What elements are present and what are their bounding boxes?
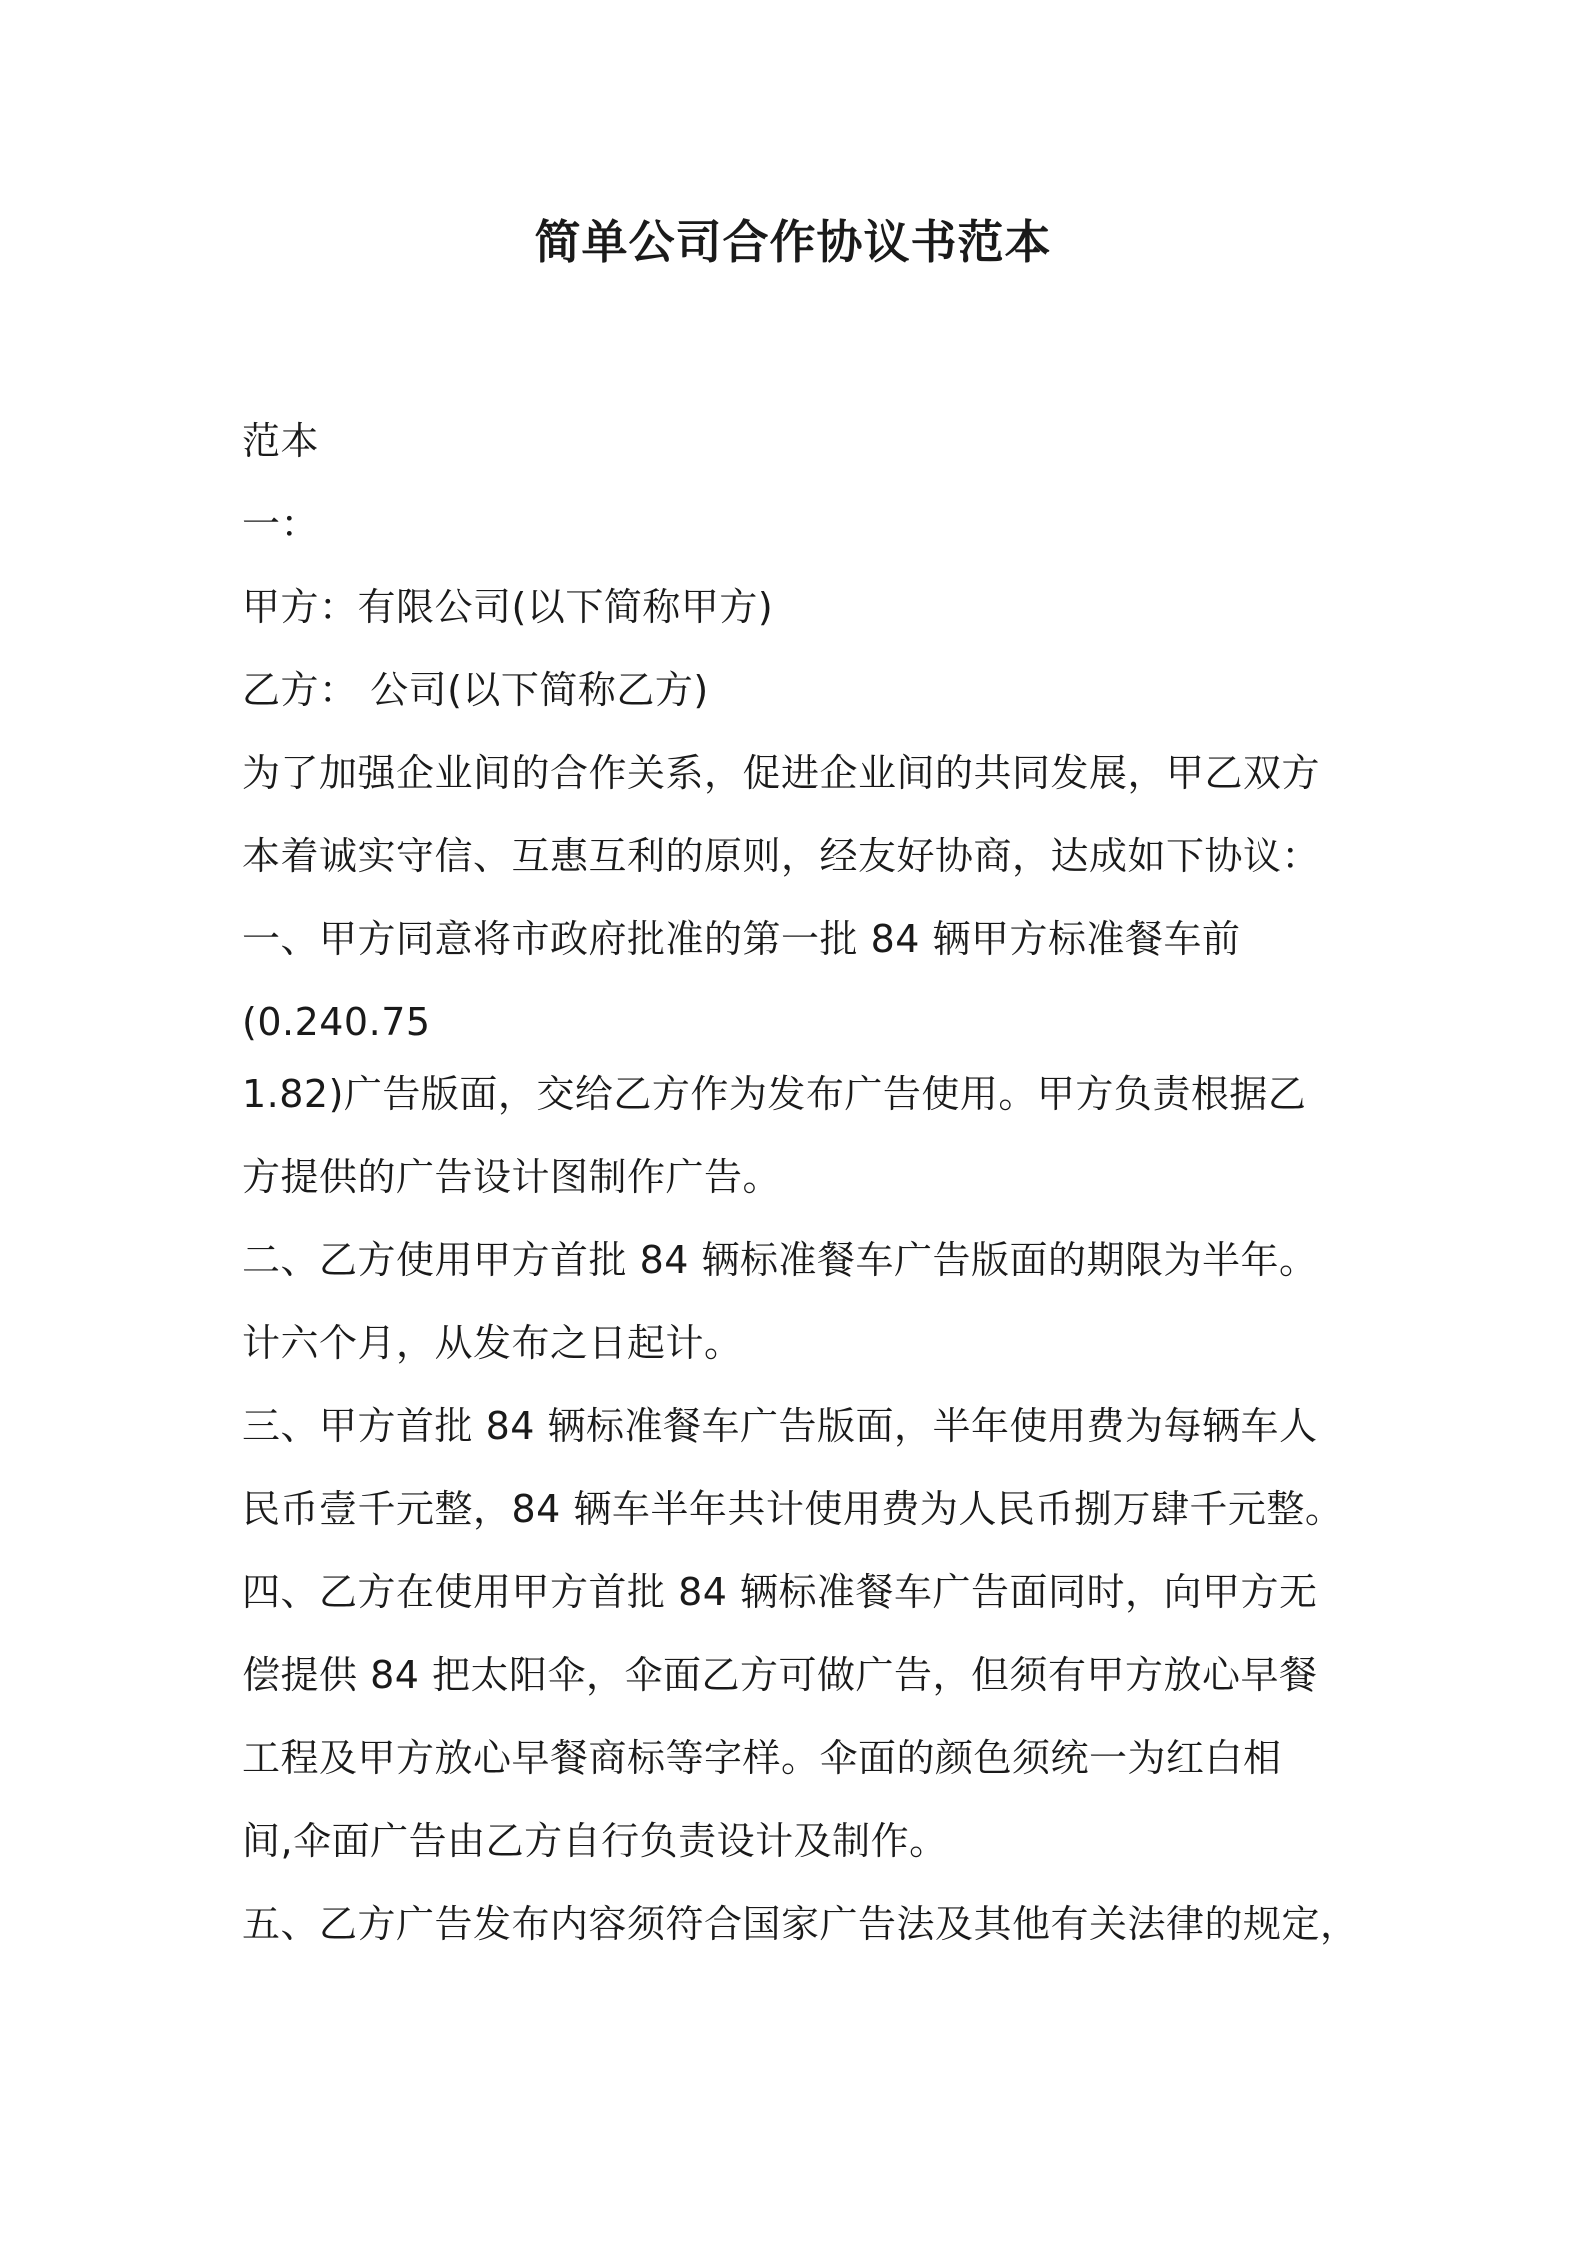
body-line: 方提供的广告设计图制作广告。 [242, 1155, 782, 1199]
body-line: 三、甲方首批 84 辆标准餐车广告版面，半年使用费为每辆车人 [242, 1404, 1318, 1448]
document-body [242, 400, 1382, 1966]
body-line: 五、乙方广告发布内容须符合国家广告法及其他有关法律的规定， [242, 1902, 1359, 1946]
body-line: 为了加强企业间的合作关系，促进企业间的共同发展，甲乙双方 [242, 751, 1321, 795]
body-line: 计六个月，从发布之日起计。 [242, 1321, 743, 1365]
body-line: 甲方：有限公司(以下简称甲方) [242, 585, 774, 629]
body-line: 乙方： 公司(以下简称乙方) [242, 668, 709, 712]
body-line: 工程及甲方放心早餐商标等字样。伞面的颜色须统一为红白相 [242, 1736, 1282, 1780]
body-line: 偿提供 84 把太阳伞，伞面乙方可做广告，但须有甲方放心早餐 [242, 1653, 1318, 1697]
body-line: 二、乙方使用甲方首批 84 辆标准餐车广告版面的期限为半年。 [242, 1238, 1318, 1282]
body-line: 间,伞面广告由乙方自行负责设计及制作。 [242, 1819, 948, 1863]
body-line: 一： [242, 502, 320, 546]
body-line: 范本 [242, 419, 320, 463]
body-line: 民币壹千元整，84 辆车半年共计使用费为人民币捌万肆千元整。 [242, 1487, 1344, 1531]
body-line: 1.82)广告版面，交给乙方作为发布广告使用。甲方负责根据乙 [242, 1072, 1307, 1116]
document-title: 简单公司合作协议书范本 [534, 215, 1052, 269]
body-line: 一、甲方同意将市政府批准的第一批 84 辆甲方标准餐车前 [242, 917, 1241, 961]
body-line: (0.240.75 [242, 1000, 431, 1044]
body-line: 四、乙方在使用甲方首批 84 辆标准餐车广告面同时，向甲方无 [242, 1570, 1318, 1614]
body-line: 本着诚实守信、互惠互利的原则，经友好协商，达成如下协议： [242, 834, 1321, 878]
